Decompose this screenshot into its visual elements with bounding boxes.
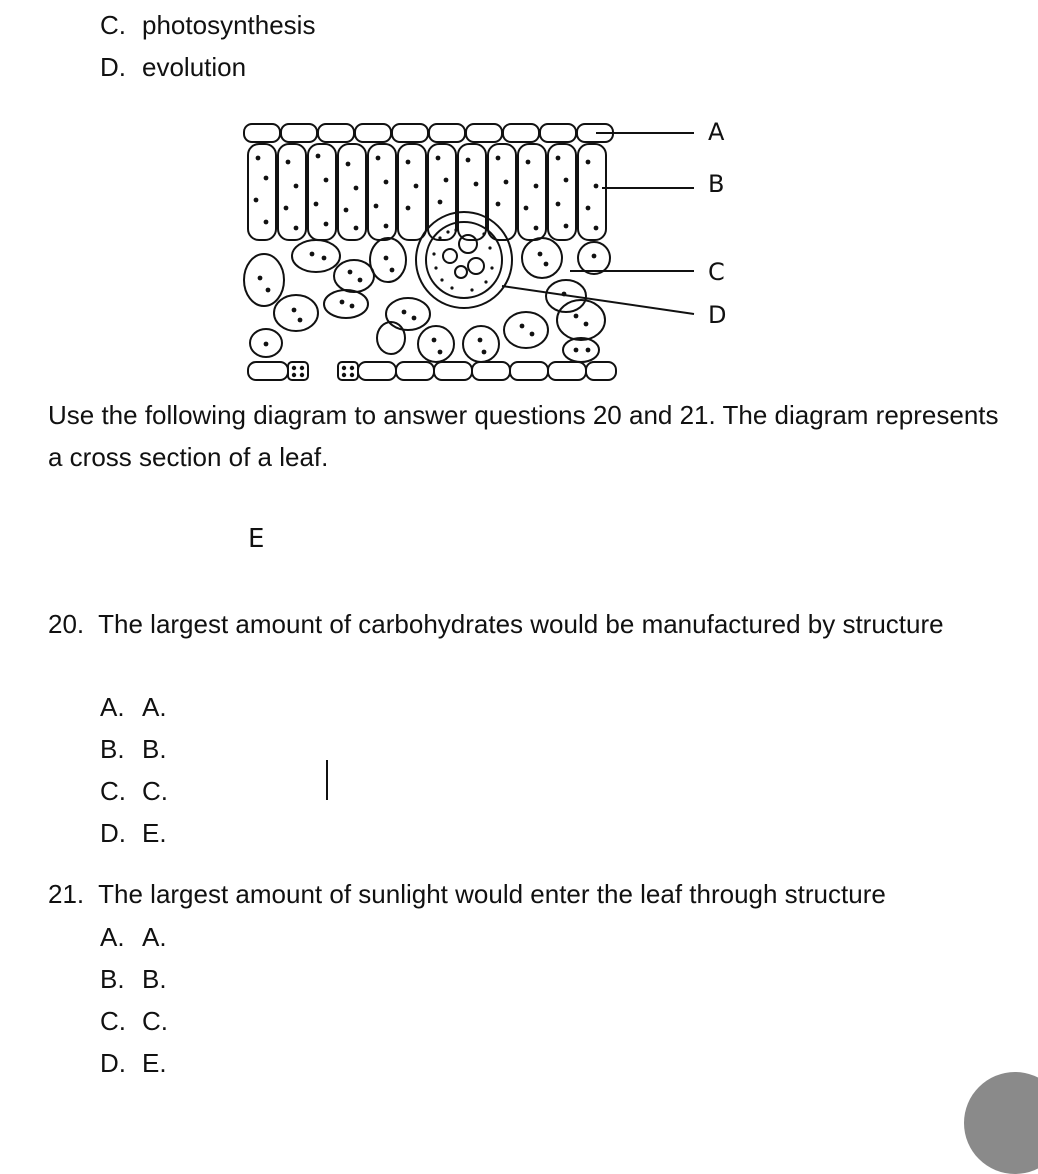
option-letter: C. <box>100 1006 126 1036</box>
lower-epidermis <box>248 362 616 380</box>
option-letter: D. <box>100 52 126 82</box>
upper-epidermis <box>244 124 613 142</box>
prev-option-d <box>100 52 246 82</box>
q21-option-c[interactable] <box>100 1006 168 1036</box>
label-a: A <box>708 118 725 146</box>
q20-option-d[interactable] <box>100 818 167 848</box>
question-number: 20. <box>48 609 85 639</box>
option-text: A. <box>142 692 167 722</box>
option-letter: B. <box>100 734 125 764</box>
option-text: E. <box>142 1048 167 1078</box>
option-text: A. <box>142 922 167 952</box>
question-number: 21. <box>48 879 85 909</box>
option-text: B. <box>142 734 167 764</box>
label-d: D <box>708 301 727 329</box>
question-text: The largest amount of sunlight would enter the leaf through structure <box>98 879 886 909</box>
question-21 <box>48 873 1008 915</box>
option-letter: D. <box>100 818 126 848</box>
q20-option-c[interactable] <box>100 776 168 806</box>
option-text: B. <box>142 964 167 994</box>
option-letter: A. <box>100 922 125 952</box>
q21-option-b[interactable] <box>100 964 167 994</box>
option-letter: A. <box>100 692 125 722</box>
option-letter: C. <box>100 10 126 40</box>
option-letter: D. <box>100 1048 126 1078</box>
leaf-cross-section-diagram <box>236 108 736 388</box>
q21-option-d[interactable] <box>100 1048 167 1078</box>
prev-option-c <box>100 10 315 40</box>
label-pointer-lines <box>502 133 694 314</box>
instructions-text: Use the following diagram to answer questions 20 and 21. The diagram represents a cross section of a leaf. <box>48 400 999 472</box>
option-text: evolution <box>142 52 247 82</box>
vascular-bundle <box>416 212 512 308</box>
option-text: photosynthesis <box>142 10 316 40</box>
q20-option-b[interactable] <box>100 734 167 764</box>
q21-option-a[interactable] <box>100 922 167 952</box>
option-letter: C. <box>100 776 126 806</box>
text-cursor <box>326 760 328 800</box>
q20-option-a[interactable] <box>100 692 167 722</box>
option-letter: B. <box>100 964 125 994</box>
label-e: E <box>248 524 265 554</box>
option-text: C. <box>142 1006 168 1036</box>
label-c: C <box>708 258 725 286</box>
question-20 <box>48 603 1008 645</box>
floating-action-button[interactable] <box>964 1072 1038 1174</box>
option-text: C. <box>142 776 168 806</box>
palisade-layer <box>248 144 606 240</box>
question-text: The largest amount of carbohydrates would be manufactured by structure <box>98 609 944 639</box>
option-text: E. <box>142 818 167 848</box>
label-b: B <box>708 170 725 198</box>
